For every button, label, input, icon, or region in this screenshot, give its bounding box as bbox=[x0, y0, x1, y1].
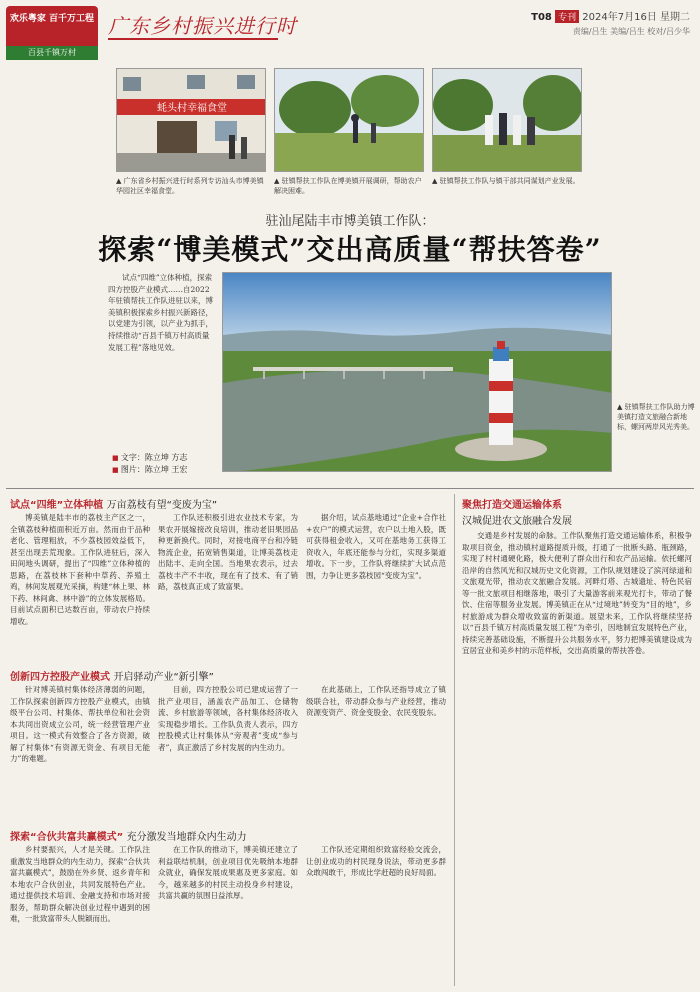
section3-subtitle: 充分激发当地群众内生动力 bbox=[126, 832, 247, 843]
section1-subtitle: 万亩荔枝有望“变废为宝” bbox=[106, 500, 218, 511]
section2-heading bbox=[10, 668, 214, 683]
article-credits bbox=[112, 452, 187, 476]
seal-subtitle: 百县千镇万村 bbox=[6, 46, 98, 60]
section3-col1: 乡村要振兴，人才是关键。工作队注重激发当地群众的内生动力，探索“合伙共富共赢模式”，鼓励在外乡贤、返乡青年和本地农户合伙创业，共同发展特色产业。通过提供技术培训、金融支持和市场对接服务，帮助群众解决创业过程中遇到的困难，一批致富带头人脱颖而出。 bbox=[10, 845, 150, 923]
section3-title: 探索“合伙共富共赢模式” bbox=[10, 832, 124, 843]
section2-col3: 在此基础上，工作队还指导成立了镇级联合社，带动群众参与产业经营，推动资源变资产、资金变股金、农民变股东。 bbox=[306, 685, 446, 717]
section2-title: 创新四方控股产业模式 bbox=[10, 672, 110, 683]
page-info bbox=[531, 8, 690, 23]
photo-team-planning bbox=[432, 68, 582, 172]
team-planning-image bbox=[433, 69, 582, 172]
page-title: 探索“博美模式”交出高质量“帮扶答卷” bbox=[98, 233, 602, 266]
section3-col3: 工作队还定期组织致富经验交流会，让创业成功的村民现身说法，带动更多群众敢闯敢干，形成比学赶超的良好局面。 bbox=[306, 845, 446, 877]
section2-col1: 针对博美镇村集体经济薄弱的问题，工作队探索创新四方控股产业模式，由镇级平台公司、村集体、帮扶单位和社会资本共同出资成立公司，统一经营管理产业项目。这一模式有效整合了各方资源，破解了村集体“有资源无资金、有项目无能力”的难题。 bbox=[10, 685, 150, 763]
headline-kicker: 驻汕尾陆丰市博美镇工作队： bbox=[265, 214, 435, 229]
section2-col2: 目前，四方控股公司已建成运营了一批产业项目，涵盖农产品加工、仓储物流、乡村旅游等领域，各村集体经济收入实现稳步增长。工作队负责人表示，四方控股模式让村集体从“旁观者”变成“参与者”，真正激活了乡村发展的内生动力。 bbox=[158, 685, 298, 752]
masthead bbox=[0, 0, 700, 64]
section3-heading bbox=[10, 828, 247, 843]
section1-heading bbox=[10, 496, 217, 511]
section4-title: 聚焦打造交通运输体系 bbox=[462, 500, 562, 511]
lead-paragraph: 试点“四维”立体种植，探索四方控股产业模式……自2022年驻镇帮扶工作队进驻以来，博美镇积极探索乡村振兴新路径，以党建为引领，以产业为抓手，持续推动“百县千镇万村高质量发展工程”落地见效。 bbox=[108, 273, 213, 352]
section-tag: 专刊 bbox=[555, 10, 579, 23]
canteen-building-image bbox=[117, 69, 266, 172]
section3-col2: 在工作队的推动下，博美镇还建立了利益联结机制，创业项目优先吸纳本地群众就业，确保发展成果惠及更多家庭。如今，越来越多的村民主动投身乡村建设，共富共赢的氛围日益浓厚。 bbox=[158, 845, 298, 900]
photo-canteen bbox=[116, 68, 266, 172]
seal-title: 欢乐粤家 百千万工程 bbox=[6, 6, 98, 46]
campaign-seal-logo bbox=[6, 6, 98, 62]
editor-credits: 责编/吕生 美编/吕生 校对/吕少华 bbox=[572, 27, 690, 36]
section1-col1: 博美镇是陆丰市的荔枝主产区之一，全镇荔枝种植面积近万亩。然而由于品种老化、管理粗放，不少荔枝园效益低下，甚至出现丢荒现象。工作队进驻后，深入田间地头调研，提出了“四维”立体种植的思路，在荔枝林下套种中草药、养殖土鸡，林间发展观光采摘，构建“林上果、林下药、林间禽、林中游”的立体发展格局。目前试点面积已达数百亩，带动农户持续增收。 bbox=[10, 513, 150, 626]
photo-caption-3: ▲ 驻镇帮扶工作队与镇干部共同谋划产业发展。 bbox=[432, 177, 580, 185]
photo-caption-1: ▲ 广东省乡村振兴进行时系列专访汕头市博美镇华园社区幸福食堂。 bbox=[116, 177, 264, 195]
issue-date: 2024年7月16日 星期二 bbox=[582, 12, 690, 23]
page-number: T08 bbox=[531, 12, 552, 23]
section4-heading bbox=[462, 496, 562, 511]
big-photo-caption: ▲ 驻镇帮扶工作队助力博美镇打造文旅融合新地标，螺河两岸风光秀美。 bbox=[617, 403, 695, 431]
section1-col3: 据介绍，试点基地通过“企业+合作社+农户”的模式运营，农户以土地入股，既可获得租金收入，又可在基地务工获得工资收入，年底还能参与分红，实现多渠道增收。下一步，工作队将继续扩大试点范围，力争让更多荔枝园“变废为宝”。 bbox=[306, 513, 446, 580]
photo-caption-2: ▲ 驻镇帮扶工作队在博美镇开展调研，帮助农户解决困难。 bbox=[274, 177, 422, 195]
section4-subtitle: 汉城促进农文旅融合发展 bbox=[462, 516, 572, 527]
river-lighthouse-image bbox=[223, 273, 612, 472]
slogan-underline bbox=[108, 38, 278, 40]
canteen-sign: 蚝头村幸福食堂 bbox=[157, 103, 227, 114]
photo-orchard-survey bbox=[274, 68, 424, 172]
photographer-credit: ■ 图片：陈立坤 王宏 bbox=[112, 464, 187, 476]
section1-title: 试点“四维”立体种植 bbox=[10, 500, 104, 511]
section2-subtitle: 开启驿动产业“新引擎” bbox=[113, 672, 214, 683]
section1-col2: 工作队还积极引进农业技术专家，为果农开展嫁接改良培训，推动老旧果园品种更新换代。同时，对接电商平台和冷链物流企业，拓宽销售渠道，让博美荔枝走出陆丰、走向全国。当地果农表示，过去荔枝丰产不丰收，现在有了技术、有了销路，荔枝真正成了致富果。 bbox=[158, 513, 298, 591]
photo-river-lighthouse bbox=[222, 272, 612, 472]
column-separator bbox=[454, 494, 455, 986]
section-divider bbox=[6, 488, 694, 489]
orchard-survey-image bbox=[275, 69, 424, 172]
section-slogan: 广东乡村振兴进行时 bbox=[108, 14, 297, 38]
section4-body: 交通是乡村发展的命脉。工作队聚焦打造交通运输体系，积极争取项目资金，推动镇村道路提质升级，打通了一批断头路、瓶颈路，实现了村村通硬化路，极大便利了群众出行和农产品运输。依托螺河沿岸的自然风光和汉城历史文化资源，工作队规划建设了滨河绿道和文旅观光带，推动农文旅融合发展。河畔灯塔、古城遗址、特色民宿等一批文旅项目相继落地，吸引了大量游客前来观光打卡，带动了餐饮、住宿等服务业发展。博美镇正在从“过境地”转变为“目的地”，乡村旅游成为群众增收致富的新渠道。展望未来，工作队将继续坚持以“百县千镇万村高质量发展工程”为牵引，因地制宜发展特色产业，持续完善基础设施，不断提升公共服务水平，努力把博美镇建设成为宜居宜业和美乡村的示范样板，交出高质量的帮扶答卷。 bbox=[462, 531, 692, 655]
writer-credit: ■ 文字：陈立坤 方志 bbox=[112, 452, 187, 464]
